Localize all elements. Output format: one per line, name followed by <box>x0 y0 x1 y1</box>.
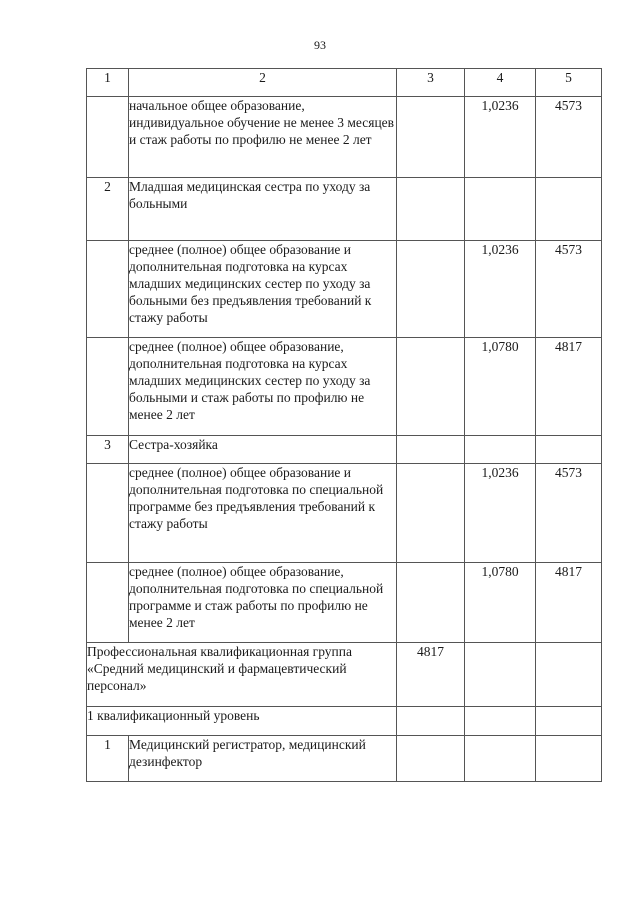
header-cell-1: 1 <box>87 69 129 97</box>
table-row <box>87 436 602 464</box>
row-coefficient <box>465 178 536 241</box>
row-salary: 4573 <box>536 464 602 563</box>
row-coefficient <box>465 643 536 707</box>
row-coefficient <box>465 707 536 736</box>
row-salary <box>536 178 602 241</box>
table-header-row <box>87 69 602 97</box>
header-cell-5: 5 <box>536 69 602 97</box>
row-salary: 4817 <box>536 338 602 436</box>
row-col3 <box>397 563 465 643</box>
row-coefficient <box>465 436 536 464</box>
row-col3 <box>397 178 465 241</box>
group-row <box>87 643 602 707</box>
row-salary: 4573 <box>536 97 602 178</box>
row-coefficient <box>465 736 536 782</box>
row-coefficient: 1,0236 <box>465 241 536 338</box>
table-row <box>87 241 602 338</box>
row-coefficient: 1,0236 <box>465 464 536 563</box>
row-salary <box>536 707 602 736</box>
page-number: 93 <box>314 38 326 52</box>
table-row <box>87 338 602 436</box>
row-salary <box>536 643 602 707</box>
table-row <box>87 97 602 178</box>
table-row <box>87 563 602 643</box>
row-salary <box>536 736 602 782</box>
row-number <box>87 338 129 436</box>
row-description: среднее (полное) общее образование и дополнительная подготовка на курсах младших медицинских сестер по уходу за больными без предъявления требований к стажу работы <box>129 241 397 338</box>
group-base-salary: 4817 <box>397 643 465 707</box>
salary-table <box>86 68 602 782</box>
row-description: среднее (полное) общее образование и дополнительная подготовка по специальной программе без предъявления требований к стажу работы <box>129 464 397 563</box>
table-row <box>87 464 602 563</box>
table-row <box>87 736 602 782</box>
row-salary <box>536 436 602 464</box>
row-col3 <box>397 736 465 782</box>
header-cell-3: 3 <box>397 69 465 97</box>
row-description: среднее (полное) общее образование, дополнительная подготовка на курсах младших медицинских сестер по уходу за больными и стаж работы по профилю не менее 2 лет <box>129 338 397 436</box>
qualification-level: 1 квалификационный уровень <box>87 707 397 736</box>
row-col3 <box>397 338 465 436</box>
row-col3 <box>397 707 465 736</box>
row-number: 1 <box>87 736 129 782</box>
row-col3 <box>397 436 465 464</box>
row-number <box>87 563 129 643</box>
row-number <box>87 241 129 338</box>
row-col3 <box>397 464 465 563</box>
row-description: Младшая медицинская сестра по уходу за больными <box>129 178 397 241</box>
row-number <box>87 464 129 563</box>
row-coefficient: 1,0780 <box>465 563 536 643</box>
row-description: среднее (полное) общее образование, дополнительная подготовка по специальной программе и стаж работы по профилю не менее 2 лет <box>129 563 397 643</box>
group-title: Профессиональная квалификационная группа «Средний медицинский и фармацевтический персонал» <box>87 643 397 707</box>
header-cell-4: 4 <box>465 69 536 97</box>
header-cell-2: 2 <box>129 69 397 97</box>
level-row <box>87 707 602 736</box>
row-col3 <box>397 97 465 178</box>
row-coefficient: 1,0236 <box>465 97 536 178</box>
row-description: начальное общее образование, индивидуальное обучение не менее 3 месяцев и стаж работы по профилю не менее 2 лет <box>129 97 397 178</box>
row-number: 2 <box>87 178 129 241</box>
row-number <box>87 97 129 178</box>
row-salary: 4573 <box>536 241 602 338</box>
row-description: Сестра-хозяйка <box>129 436 397 464</box>
row-col3 <box>397 241 465 338</box>
table-row <box>87 178 602 241</box>
row-description: Медицинский регистратор, медицинский дезинфектор <box>129 736 397 782</box>
row-salary: 4817 <box>536 563 602 643</box>
row-coefficient: 1,0780 <box>465 338 536 436</box>
row-number: 3 <box>87 436 129 464</box>
